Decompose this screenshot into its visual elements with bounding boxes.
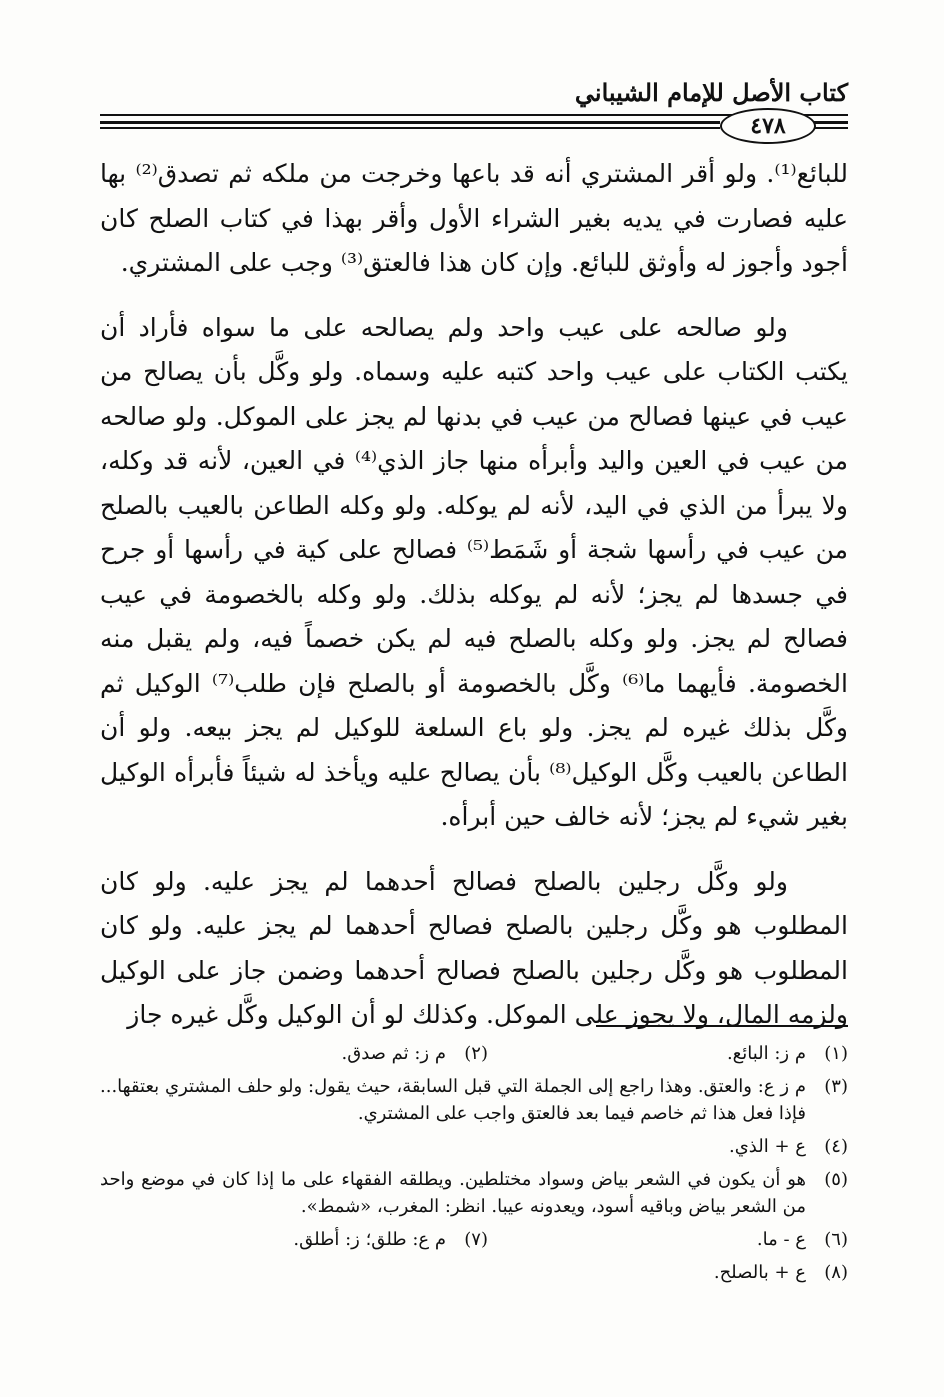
footnote-number: (٦) [824, 1229, 848, 1250]
page-header [100, 68, 848, 148]
footnote-text: م ع: طلق؛ ز: أطلق. [293, 1229, 446, 1250]
footnote-text: ع - ما. [756, 1229, 806, 1250]
footnote-number: (١) [824, 1043, 848, 1064]
footnote-number: (٧) [464, 1229, 488, 1250]
footnote-text: ع + الذي. [728, 1136, 806, 1157]
header-rule-thick-lower [100, 127, 720, 129]
footnote-2 [342, 1040, 488, 1067]
paragraph-2: ولو صالحه على عيب واحد ولم يصالحه على ما سواه فأراد أن يكتب الكتاب على عيب واحد كتبه عليه وسماه. ولو وكَّل بأن يصالح من عيب في عينها فصالح من عيب في بدنها لم يجز على الموكل. ولو صالحه من عيب في العين واليد وأبرأه منها جاز الذي⁽⁴⁾ في العين، لأنه قد وكله، ولا يبرأ من الذي في اليد، لأنه لم يوكله. ولو وكله الطاعن بالعيب بالصلح من عيب في رأسها شجة أو شَمَط⁽⁵⁾ فصالح على كية في رأسها أو جرح في جسدها لم يجز؛ لأنه لم يوكله بذلك. ولو وكله بالخصومة في عيب فصالح لم يجز. ولو وكله بالصلح فيه لم يكن خصماً فيه، ولم يقبل منه الخصومة. فأيهما ما⁽⁶⁾ وكَّل بالخصومة أو بالصلح فإن طلب⁽⁷⁾ الوكيل ثم وكَّل بذلك غيره لم يجز. ولو باع السلعة للوكيل لم يجز بيعه. ولو أن الطاعن بالعيب وكَّل الوكيل⁽⁸⁾ بأن يصالح عليه ويأخذ له شيئاً فأبرأه الوكيل بغير شيء لم يجز؛ لأنه خالف حين أبرأه. [100, 312, 848, 831]
footnote-6 [488, 1226, 848, 1253]
footnote-3 [100, 1073, 848, 1127]
footnote-number: (٢) [464, 1043, 488, 1064]
footnote-row [100, 1040, 848, 1067]
footnotes [100, 1040, 848, 1292]
footnote-1 [488, 1040, 848, 1067]
running-title: كتاب الأصل للإمام الشيباني [574, 78, 848, 107]
footnote-text: م ز: ثم صدق. [341, 1043, 446, 1064]
paragraph-3: ولو وكَّل رجلين بالصلح فصالح أحدهما لم يجز عليه. ولو كان المطلوب هو وكَّل رجلين بالصلح فصالح أحدهما لم يجز عليه. ولو كان المطلوب هو وكَّل رجلين بالصلح فصالح أحدهما وضمن جاز على الوكيل ولزمه المال، ولا يجوز على الموكل. وكذلك لو أن الوكيل وكَّل غيره جاز [100, 866, 848, 1029]
footnote-text: م ز ع: والعتق. وهذا راجع إلى الجملة التي قبل السابقة، حيث يقول: ولو حلف المشتري بعتقها... فإذا فعل هذا ثم خاصم فيما بعد فالعتق واجب على المشتري. [100, 1076, 806, 1124]
header-rule-right-lower [812, 127, 848, 129]
body-text [100, 152, 848, 1058]
paragraph-1: للبائع⁽¹⁾. ولو أقر المشتري أنه قد باعها وخرجت من ملكه ثم تصدق⁽²⁾ بها عليه فصارت في يديه بغير الشراء الأول وأقر بهذا في كتاب الصلح كان أجود وأجوز له وأوثق للبائع. وإن كان هذا فالعتق⁽³⁾ وجب على المشتري. [100, 159, 849, 277]
footnote-text: م ز: البائع. [726, 1043, 806, 1064]
footnote-text: هو أن يكون في الشعر بياض وسواد مختلطين. ويطلقه الفقهاء على ما إذا كان في موضع واحد من الشعر بياض وباقيه أسود، ويعدونه عيبا. انظر: المغرب، «شمط». [100, 1169, 806, 1217]
footnote-8 [100, 1259, 848, 1286]
footnote-text: ع + بالصلح. [713, 1262, 806, 1283]
footnote-number: (٤) [824, 1136, 848, 1157]
header-rule-thick [100, 121, 720, 124]
footnote-5 [100, 1166, 848, 1220]
footnote-7 [293, 1226, 488, 1253]
footnote-number: (٥) [824, 1169, 848, 1190]
page-number: ٤٧٨ [720, 108, 816, 144]
footnote-4 [100, 1133, 848, 1160]
footnote-separator [596, 1025, 848, 1027]
footnote-number: (٨) [824, 1262, 848, 1283]
footnote-number: (٣) [824, 1076, 848, 1097]
header-rule-right [812, 121, 848, 124]
footnote-row [100, 1226, 848, 1253]
